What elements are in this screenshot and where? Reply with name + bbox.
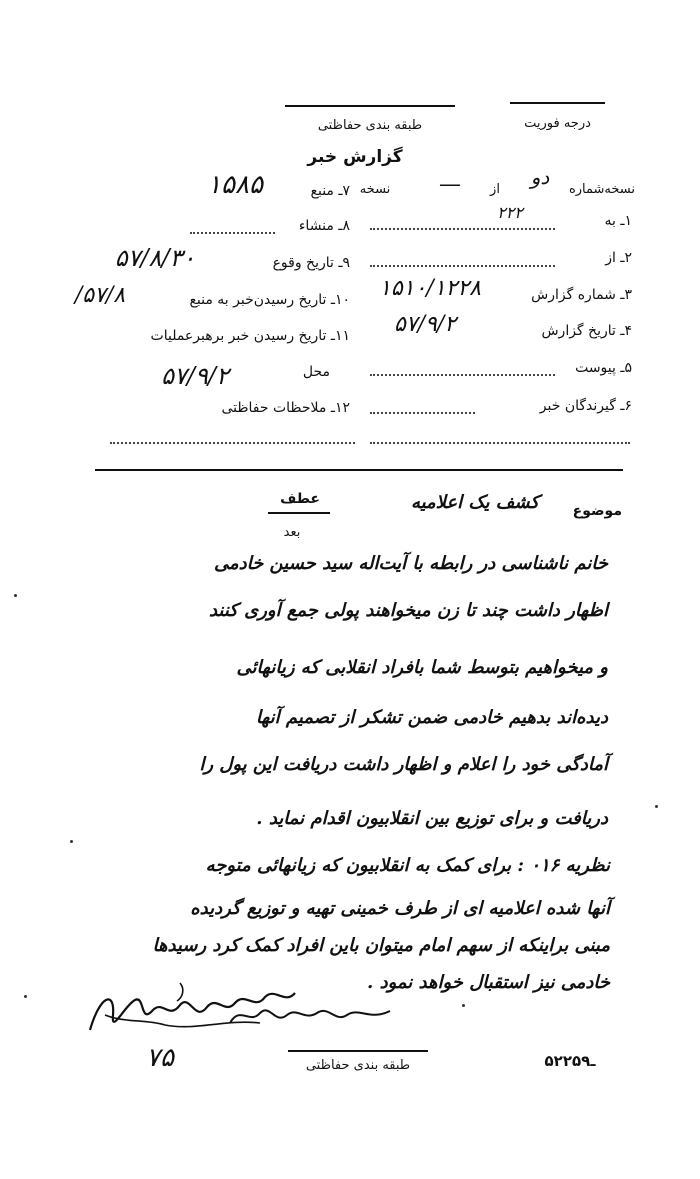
copy-number: دو bbox=[530, 165, 550, 189]
header-classification: طبقه بندی حفاظتی bbox=[317, 118, 423, 133]
field-occurrence-date-value: ۵۷/۸/۳۰ bbox=[114, 244, 196, 272]
signature-scribble-2 bbox=[225, 995, 395, 1035]
field-to-dots bbox=[370, 228, 555, 230]
field-to-value: ۲۲۲ bbox=[497, 203, 523, 222]
body-line-1: خانم ناشناسی در رابطه با آیت‌اله سید حسین خادمی bbox=[213, 553, 608, 574]
field-security-notes-label: ۱۲ـ ملاحظات حفاظتی bbox=[221, 400, 350, 416]
field-place-label: محل bbox=[302, 364, 330, 380]
field-recipients-dots bbox=[370, 412, 475, 414]
scan-speck bbox=[655, 805, 658, 808]
field-source-receipt-value: ۵۷/۸/ bbox=[74, 283, 126, 308]
field-report-no-label: ۳ـ شماره گزارش bbox=[531, 287, 632, 303]
reference-underline bbox=[268, 512, 330, 514]
field-source-value: ۱۵۸۵ bbox=[207, 170, 263, 200]
field-recipients-label: ۶ـ گیرندگان خبر bbox=[539, 398, 632, 414]
footer-classification: طبقه بندی حفاظتی bbox=[305, 1058, 411, 1073]
field-ops-receipt-value: ۵۷/۹/۲ bbox=[161, 362, 229, 390]
body-line-3: و میخواهیم بتوسط شما بافراد انقلابی که زیانهائی bbox=[236, 657, 608, 678]
field-recipients-dots-2 bbox=[370, 442, 630, 444]
field-report-date-value: ۵۷/۹/۲ bbox=[393, 312, 457, 337]
header-divider bbox=[95, 469, 623, 471]
body-line-2: اظهار داشت چند تا زن میخواهند پولی جمع آوری کنند bbox=[208, 600, 608, 621]
body-line-9: مبنی براینکه از سهم امام میتوان باین افراد کمک کرد رسیدها bbox=[152, 935, 610, 956]
top-rule-center bbox=[285, 105, 455, 107]
body-line-7: نظریه ۰۱۶ : برای کمک به انقلابیون که زیانهائی متوجه bbox=[205, 855, 610, 876]
reference-label: عطف bbox=[280, 491, 320, 507]
copy-line-of: از bbox=[490, 182, 500, 197]
field-to-label: ۱ـ به bbox=[604, 213, 632, 229]
field-attachment-label: ۵ـ پیوست bbox=[575, 360, 632, 376]
reference-extra: بعد bbox=[283, 525, 301, 540]
field-security-notes-dots bbox=[110, 442, 355, 444]
field-origin-label: ۸ـ منشاء bbox=[298, 218, 350, 234]
scan-speck bbox=[14, 594, 17, 597]
form-code: ۵۲ـ۲۵۹ bbox=[544, 1052, 596, 1070]
body-line-8: آنها شده اعلامیه ای از طرف خمینی تهیه و توزیع گردیده bbox=[190, 898, 610, 919]
field-ops-receipt-label: ۱۱ـ تاریخ رسیدن خبر برهبرعملیات bbox=[150, 328, 350, 344]
scan-speck bbox=[24, 995, 27, 998]
subject-value: کشف یک اعلامیه bbox=[410, 492, 540, 513]
scan-speck bbox=[462, 1004, 465, 1007]
signature-text bbox=[240, 1008, 280, 1009]
report-title: گزارش خبر bbox=[307, 147, 403, 167]
field-from-dots bbox=[370, 265, 555, 267]
footer-mark: ۷۵ bbox=[146, 1043, 174, 1073]
header-priority: درجه فوریت bbox=[524, 116, 591, 131]
body-line-4: دیده‌اند بدهیم خادمی ضمن تشکر از تصمیم آنها bbox=[255, 707, 608, 728]
scan-speck bbox=[70, 840, 73, 843]
body-line-10: خادمی نیز استقبال خواهد نمود . bbox=[367, 972, 610, 993]
field-source-receipt-label: ۱۰ـ تاریخ رسیدن‌خبر به منبع bbox=[189, 292, 350, 308]
field-source-label: ۷ـ منبع bbox=[310, 183, 350, 199]
body-line-6: دریافت و برای توزیع بین انقلابیون اقدام نماید . bbox=[256, 808, 608, 829]
body-line-5: آمادگی خود را اعلام و اظهار داشت دریافت این پول را bbox=[199, 754, 608, 775]
copy-total: — bbox=[439, 172, 461, 197]
copy-line-prefix: نسخه‌شماره bbox=[568, 182, 635, 197]
copy-line-suffix: نسخه bbox=[359, 182, 391, 197]
field-from-label: ۲ـ از bbox=[605, 250, 632, 266]
field-occurrence-date-label: ۹ـ تاریخ وقوع bbox=[272, 255, 350, 271]
field-origin-dots bbox=[190, 232, 275, 234]
field-attachment-dots bbox=[370, 374, 555, 376]
top-rule-right bbox=[510, 102, 605, 104]
field-report-date-label: ۴ـ تاریخ گزارش bbox=[541, 323, 632, 339]
subject-label: موضوع bbox=[572, 503, 622, 519]
field-report-no-value: ۱۵۱۰/۱۲۲۸ bbox=[379, 276, 481, 301]
footer-rule bbox=[288, 1050, 428, 1052]
